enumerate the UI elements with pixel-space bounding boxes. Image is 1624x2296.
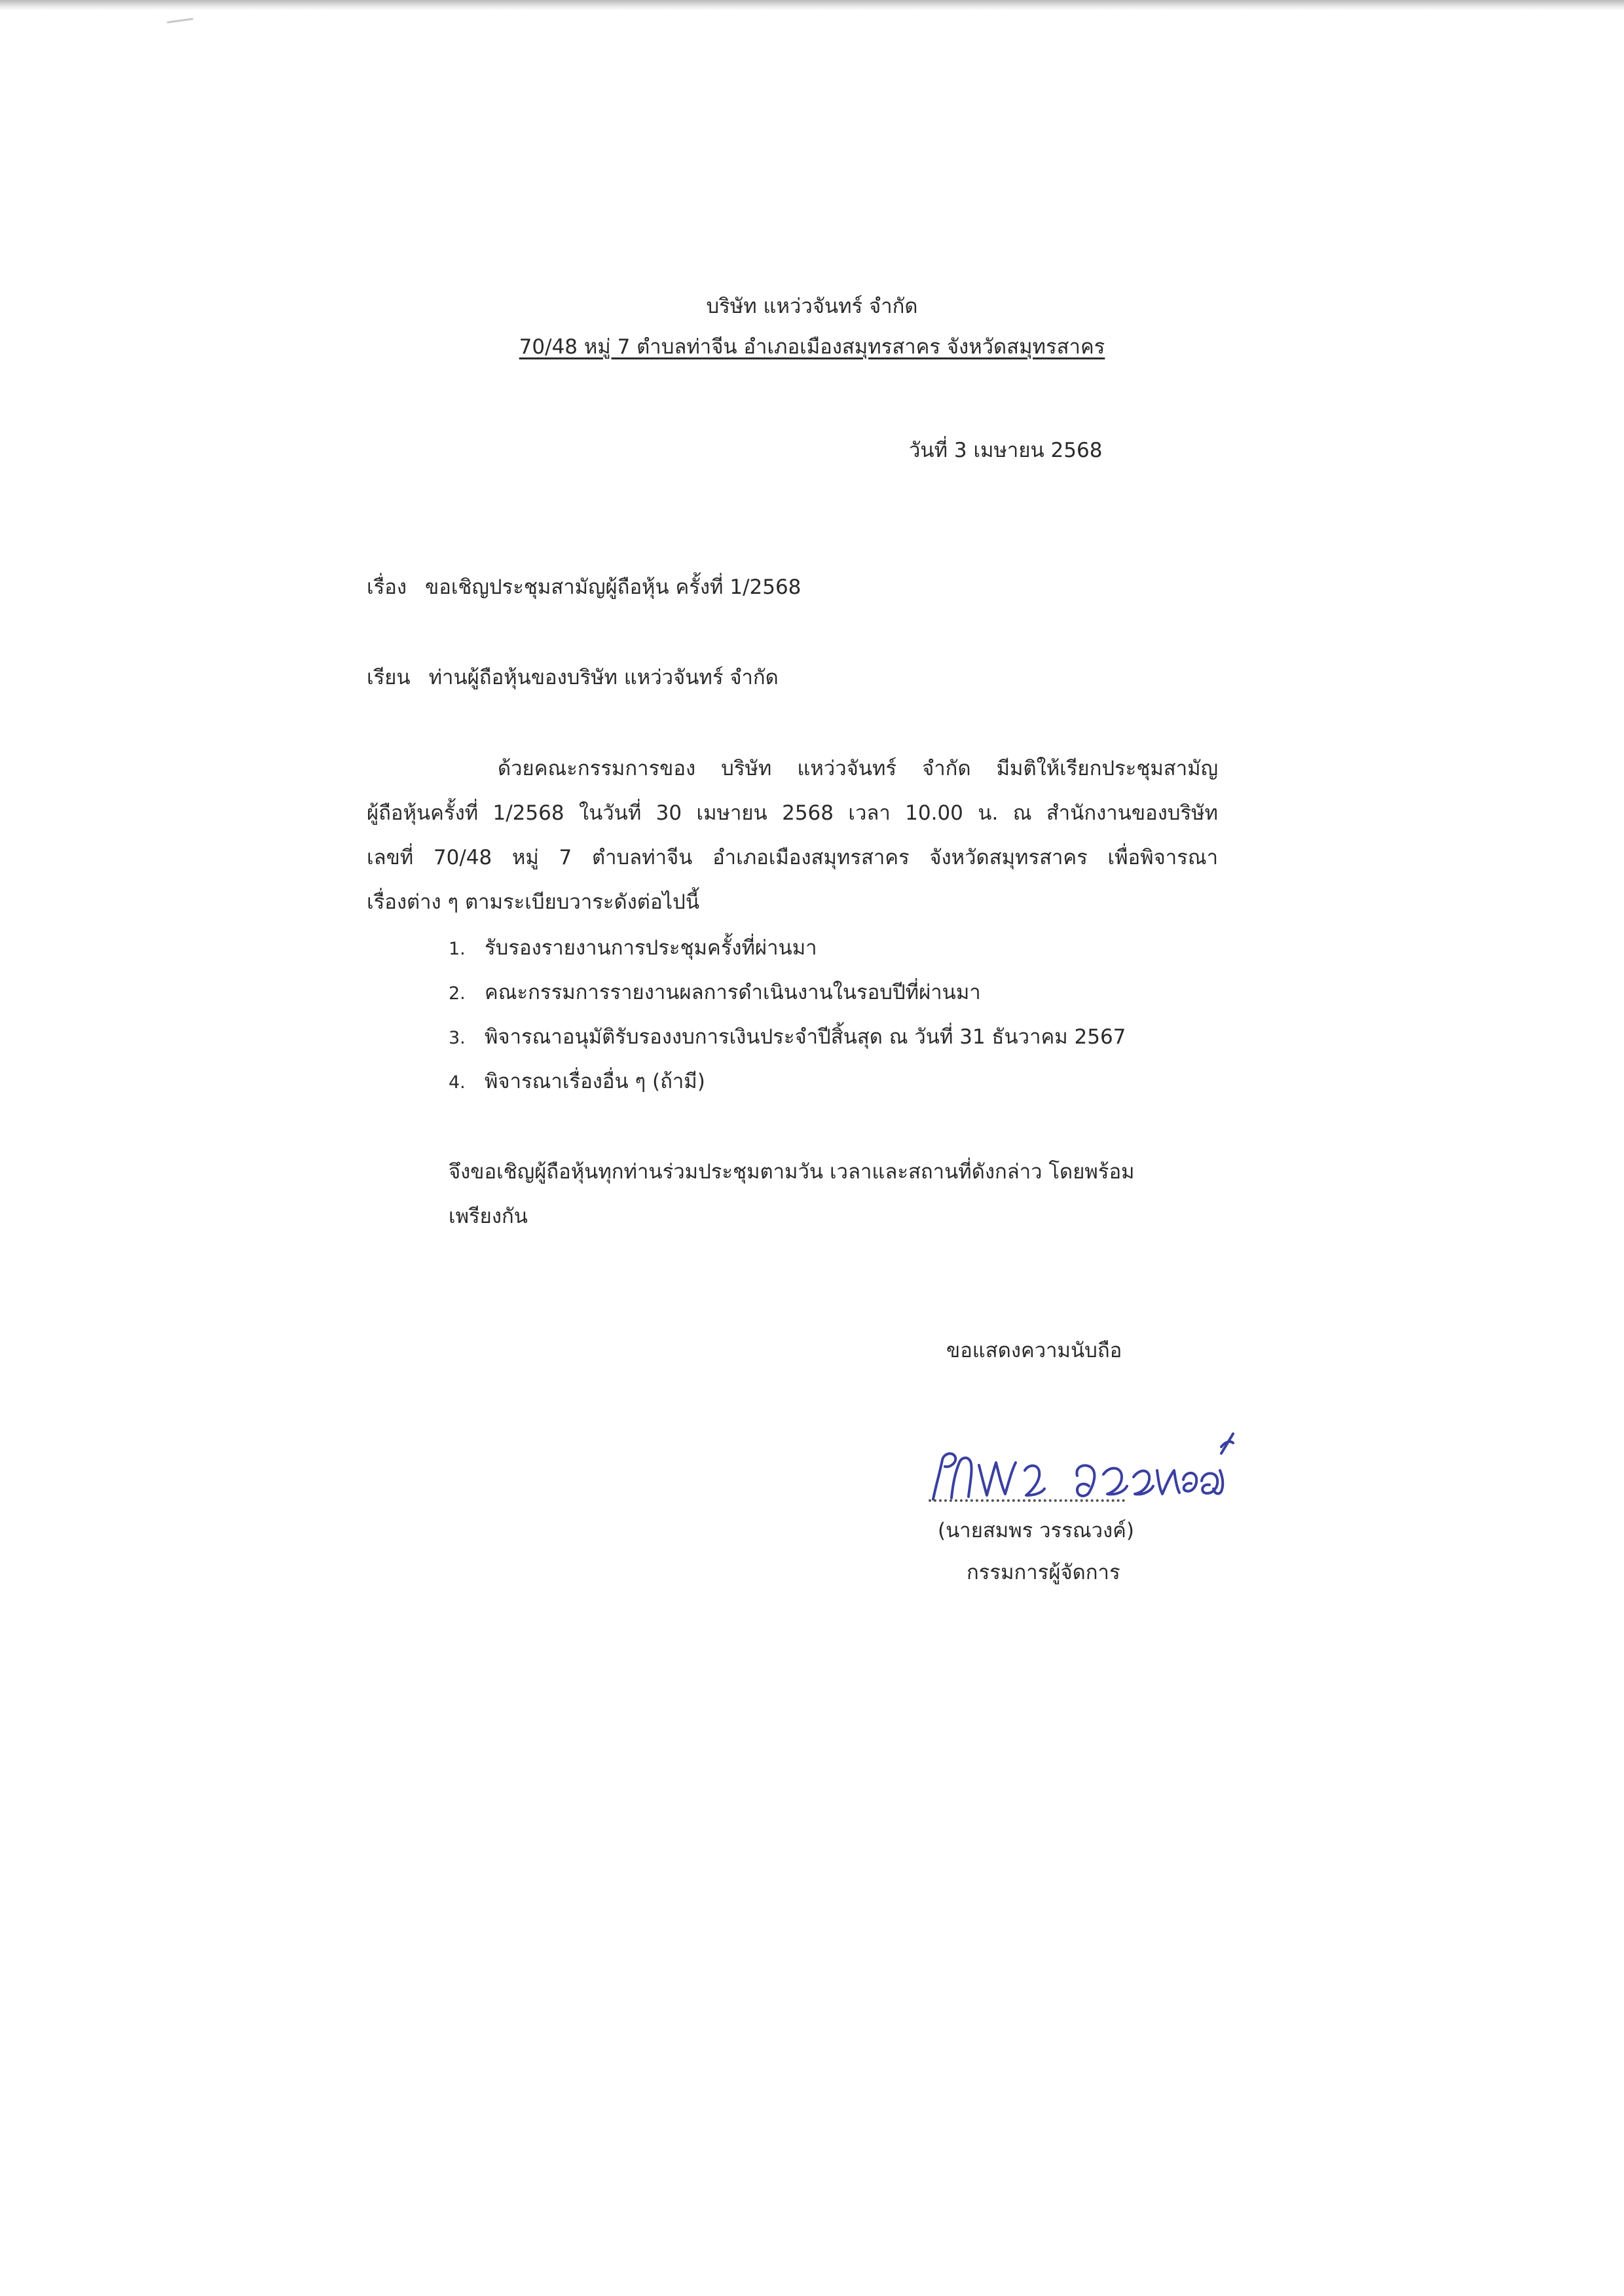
signer-name: (นายสมพร วรรณวงค์) (938, 1519, 1134, 1542)
agenda-item-1: 1. รับรองรายงานการประชุมครั้งที่ผ่านมา (449, 936, 817, 960)
agenda-item-3: 3. พิจารณาอนุมัติรับรองงบการเงินประจำปีสิ้นสุด ณ วันที่ 31 ธันวาคม 2567 (449, 1025, 1126, 1049)
agenda-item-2: 2. คณะกรรมการรายงานผลการดำเนินงานในรอบปีที่ผ่านมา (449, 981, 981, 1004)
sign-off: ขอแสดงความนับถือ (946, 1339, 1122, 1362)
body-line-2: ผู้ถือหุ้นครั้งที่ 1/2568 ในวันที่ 30 เมษายน 2568 เวลา 10.00 น. ณ สำนักงานของบริษัท (367, 801, 1218, 825)
subject-line (367, 574, 801, 600)
body-line-3: เลขที่ 70/48 หมู่ 7 ตำบลท่าจีน อำเภอเมืองสมุทรสาคร จังหวัดสมุทรสาคร เพื่อพิจารณา (367, 846, 1218, 869)
body-line-4: เรื่องต่าง ๆ ตามระเบียบวาระดังต่อไปนี้ (367, 890, 700, 914)
subject-text: ขอเชิญประชุมสามัญผู้ถือหุ้น ครั้งที่ 1/2568 (425, 575, 802, 599)
body-line-1: ด้วยคณะกรรมการของ บริษัท แหว่วจันทร์ จำกัด มีมติให้เรียกประชุมสามัญ (498, 757, 1218, 780)
recipient-text: ท่านผู้ถือหุ้นของบริษัท แหว่วจันทร์ จำกัด (428, 666, 779, 689)
closing-line-1: จึงขอเชิญผู้ถือหุ้นทุกท่านร่วมประชุมตามวัน เวลาและสถานที่ดังกล่าว โดยพร้อม (449, 1160, 1135, 1184)
scan-edge (0, 0, 1624, 10)
recipient-line (367, 665, 779, 691)
recipient-label: เรียน (367, 666, 411, 689)
signature-dotted-line (929, 1499, 1125, 1502)
closing-line-2: เพรียงกัน (449, 1205, 528, 1228)
subject-label: เรื่อง (367, 575, 407, 599)
agenda-item-4: 4. พิจารณาเรื่องอื่น ๆ (ถ้ามี) (449, 1070, 705, 1093)
company-name: บริษัท แหว่วจันทร์ จำกัด (706, 295, 918, 318)
scan-speck (167, 18, 193, 24)
signer-title: กรรมการผู้จัดการ (967, 1561, 1120, 1584)
handwritten-signature (913, 1408, 1234, 1506)
company-address: 70/48 หมู่ 7 ตำบลท่าจีน อำเภอเมืองสมุทรสาคร จังหวัดสมุทรสาคร (519, 335, 1105, 359)
letter-date: วันที่ 3 เมษายน 2568 (909, 439, 1103, 462)
